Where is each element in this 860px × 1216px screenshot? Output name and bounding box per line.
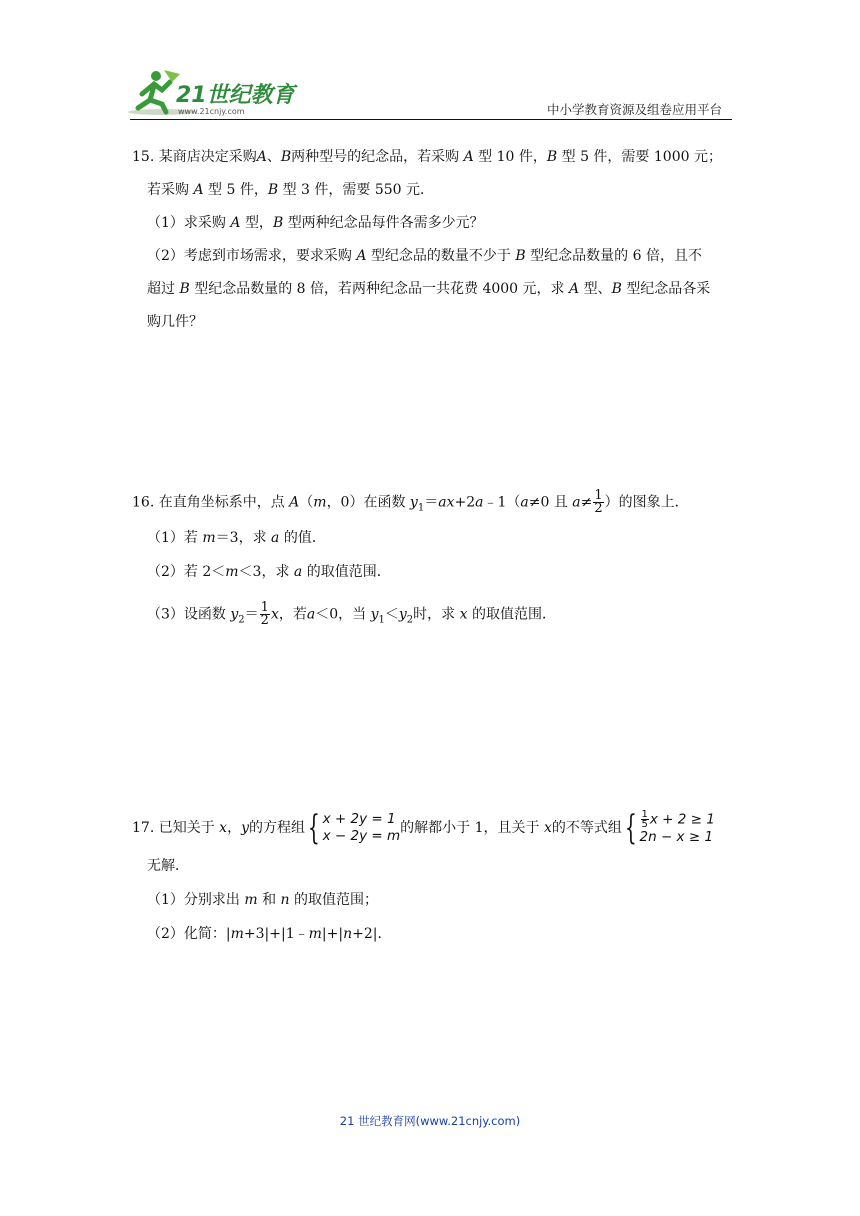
q16-sub3: （3）设函数 $y_2=$ $\frac{1}{2}$ x，若a＜0，当 $y_1<y_2$时，求 x 的取值范围． (147, 600, 556, 628)
q17-sub1: （1）分别求出 m 和 n 的取值范围； (147, 892, 379, 908)
q17-stem: 17. 已知关于 x ， y 的方程组 { x + 2y = 1 x − 2y = m 的解都小于 1，且关于 x 的不等式组 { $\frac{1}{5}$ x + 2 ≥ 1 2n − x ≥ 1 (132, 808, 715, 848)
logo-text: 21世纪教育 (176, 83, 295, 108)
logo-url: www.21cnjy.com (178, 107, 245, 116)
inequality-system: { $\frac{1}{5}$ x + 2 ≥ 1 2n − x ≥ 1 (624, 808, 715, 848)
q15-sub1: （1）求采购 A 型，B 型两种纪念品每件各需多少元？ (147, 215, 484, 231)
page-header (120, 64, 732, 120)
q15-line1: 15. 某商店决定采购A、B两种型号的纪念品，若采购 A 型 10 件，B 型 5 件，需要 1000 元； (132, 149, 722, 165)
q15-sub2-line3: 购几件？ (147, 314, 203, 330)
q15-sub2-line1: （2）考虑到市场需求，要求采购 A 型纪念品的数量不少于 B 型纪念品数量的 6 倍，且不 (147, 248, 702, 264)
page-footer: 21 世纪教育网(www.21cnjy.com) (339, 1114, 521, 1128)
site-logo (120, 64, 320, 120)
q17-sub2: （2）化简：|m+3|+|1﹣m|+|n+2|． (147, 926, 392, 942)
q15-line2: 若采购 A 型 5 件，B 型 3 件，需要 550 元． (147, 182, 435, 198)
q16-stem: 16. 在直角坐标系中，点 A（m，0）在函数 $y_1=ax+2a﹣1(a\ne 0$ 且 a≠ $\frac{1}{2}$ ）的图象上． (132, 488, 689, 516)
equation-system: { x + 2y = 1 x − 2y = m (307, 808, 401, 848)
fraction-half-2: $\frac{1}{2}$ (260, 600, 269, 628)
fraction-half: $\frac{1}{2}$ (594, 488, 603, 516)
q15-sub2-line2: 超过 B 型纪念品数量的 8 倍，若两种纪念品一共花费 4000 元，求 A 型、B 型纪念品各采 (147, 281, 711, 297)
logo-runner-icon (120, 64, 320, 120)
q16-sub1: （1）若 m＝3，求 a 的值． (147, 530, 326, 546)
header-tagline: 中小学教育资源及组卷应用平台 (546, 102, 722, 117)
q17-line2: 无解． (147, 858, 189, 874)
q15-number: 15. (132, 149, 155, 165)
q16-number: 16. (132, 494, 155, 511)
header-divider (130, 119, 732, 120)
q17-number: 17. (132, 820, 155, 836)
q16-sub2: （2）若 2＜m＜3，求 a 的取值范围． (147, 564, 391, 580)
